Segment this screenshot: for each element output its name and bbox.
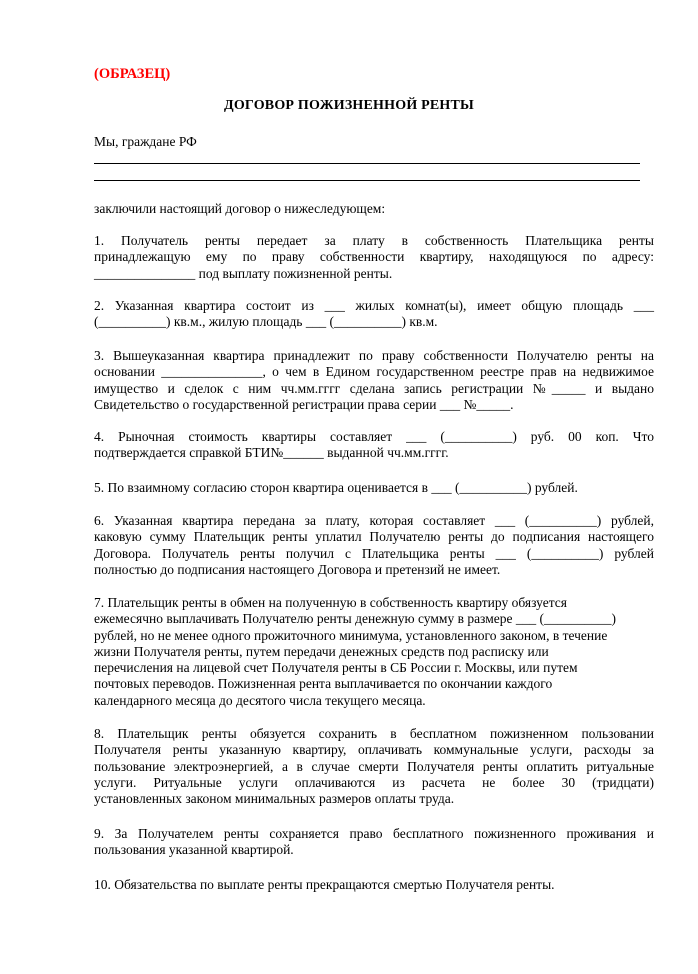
clause-line: календарного месяца до десятого числа текущего месяца. [94,692,426,708]
clause-line: 9. За Получателем ренты сохраняется право бесплатного пожизненного проживания и [94,826,654,841]
clause-line: полностью до подписания настоящего Договора и претензий не имеет. [94,561,501,577]
clause-line: 8. Плательщик ренты обязуется сохранить в бесплатном пожизненном пользовании [94,726,654,741]
intro-text: Мы, граждане РФ [94,134,197,149]
clause-4 [94,429,654,462]
clause-line: принадлежащую ему по праву собственности квартиру, находящуюся по адресу: [94,249,654,265]
clause-8 [94,726,654,807]
clause-line: основании _______________, о чем в Едином государственном реестре прав на недвижимое [94,364,654,380]
document-title: ДОГОВОР ПОЖИЗНЕННОЙ РЕНТЫ [224,98,474,113]
fill-in-line-1 [94,163,640,164]
clause-9 [94,826,654,859]
clause-line: 5. По взаимному согласию сторон квартира оценивается в ___ (__________) рублей. [94,480,578,495]
clause-line: имущество и сделок с ним чч.мм.гггг сделана запись регистрации №_____ и выдано [94,380,654,396]
clause-line: 2. Указанная квартира состоит из ___ жилых комнат(ы), имеет общую площадь ___ [94,298,654,313]
clause-line: ежемесячно выплачивать Получателю ренты денежную сумму в размере ___ (__________) [94,611,616,627]
clause-line: _______________ под выплату пожизненной ренты. [94,265,393,281]
agreement-statement: заключили настоящий договор о нижеследующем: [94,201,386,216]
clause-5 [94,480,654,496]
clause-line: (__________) кв.м., жилую площадь ___ (__________) кв.м. [94,314,438,330]
clause-line: услуги. Ритуальные услуги оплачиваются из расчета не более 30 (тридцати) [94,774,654,790]
clause-line: пользование электроэнергией, а в случае смерти Получателя ренты оплатить ритуальные [94,758,654,774]
clause-line: 7. Плательщик ренты в обмен на полученную в собственность квартиру обязуется [94,595,567,610]
clause-line: рублей, но не менее одного прожиточного минимума, установленного законом, в течение [94,627,608,643]
sample-stamp: (ОБРАЗЕЦ) [94,66,171,82]
clause-10 [94,877,654,893]
clause-line: Договора. Получатель ренты получил с Плательщика ренты ___ (__________) рублей [94,545,654,561]
clause-line: Получателя ренты указанную квартиру, оплачивать коммунальные услуги, расходы за [94,742,654,758]
clause-1 [94,233,654,282]
clause-line: 6. Указанная квартира передана за плату, которая составляет ___ (__________) рублей, [94,513,654,528]
clause-7 [94,595,654,709]
clause-line: пользования указанной квартирой. [94,842,294,858]
clause-line: перечисления на лицевой счет Получателя ренты в СБ России г. Москвы, или путем [94,660,578,676]
clause-line: установленных законом минимальных размеров оплаты труда. [94,791,455,807]
clause-line: почтовых переводов. Пожизненная рента выплачивается по окончании каждого [94,676,553,692]
clause-line: 4. Рыночная стоимость квартиры составляет ___ (__________) руб. 00 коп. Что [94,429,654,444]
clause-line: каковую сумму Плательщик ренты уплатил Получателю ренты до подписания настоящего [94,529,654,545]
clause-line: 1. Получатель ренты передает за плату в собственность Плательщика ренты [94,233,654,248]
clause-line: 10. Обязательства по выплате ренты прекращаются смертью Получателя ренты. [94,877,555,892]
clause-3 [94,348,654,413]
fill-in-line-2 [94,180,640,181]
clause-line: жизни Получателя ренты, путем передачи денежных средств под расписку или [94,643,549,659]
clause-2 [94,298,654,331]
clause-6 [94,513,654,578]
clause-line: 3. Вышеуказанная квартира принадлежит по праву собственности Получателю ренты на [94,348,654,363]
clause-line: подтверждается справкой БТИ№______ выданной чч.мм.гггг. [94,445,449,461]
clause-line: Свидетельство о государственной регистрации права серии ___ №_____. [94,396,514,412]
